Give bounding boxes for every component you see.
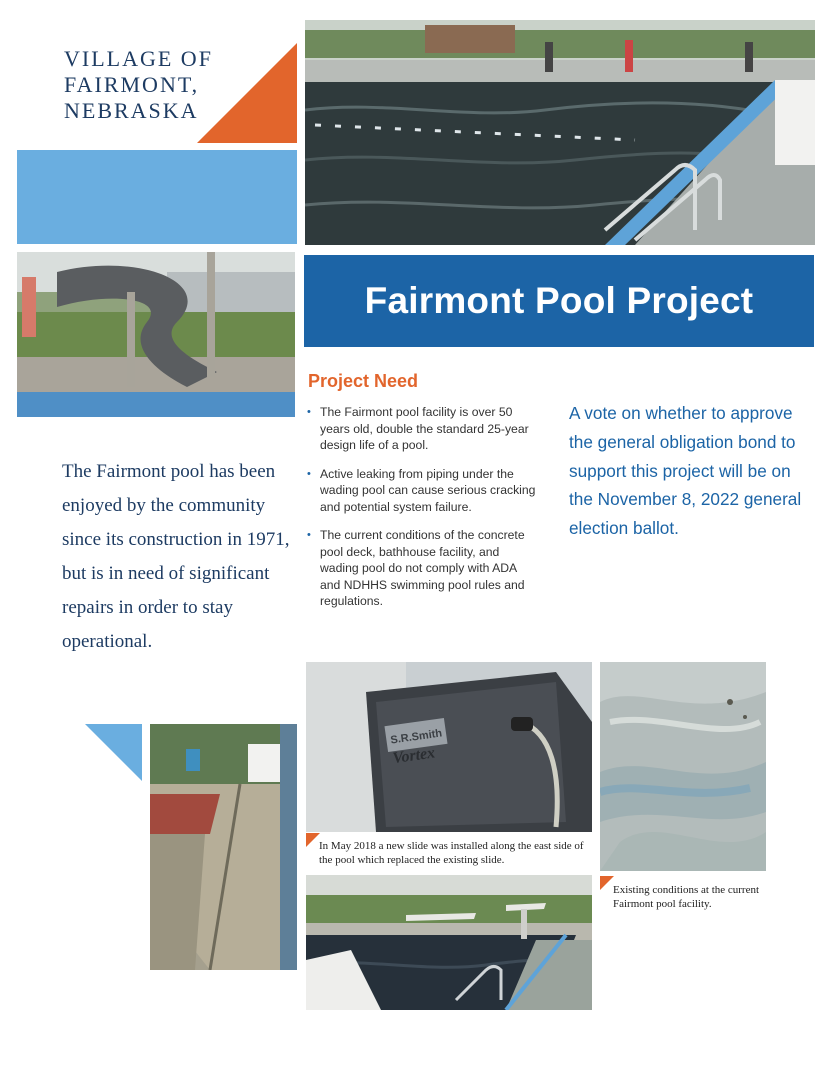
title-banner	[304, 255, 814, 347]
blue-triangle-decoration	[85, 724, 142, 781]
village-line-1: VILLAGE OF	[64, 46, 213, 71]
existing-caption: Existing conditions at the current Fairmont pool facility.	[613, 884, 760, 910]
caption-marker-icon	[306, 833, 320, 847]
history-statement: The Fairmont pool has been enjoyed by the community since its construction in 1971, but is in need of significant repairs in order to stay operational.	[62, 461, 290, 652]
slide-maker-label: S.R.Smith	[389, 727, 443, 747]
diving-board-photo	[306, 875, 592, 1010]
slide-photo	[17, 252, 295, 417]
list-item: • The Fairmont pool facility is over 50 years old, double the standard 25-year design life of a pool.	[304, 404, 536, 454]
pool-photo	[305, 20, 815, 245]
project-need-heading: Project Need	[308, 371, 419, 391]
deck-photo	[150, 724, 297, 970]
slide-caption: In May 2018 a new slide was installed along the east side of the pool which replaced the existing slide.	[319, 840, 584, 866]
caption-marker-icon	[600, 876, 614, 890]
list-item: • The current conditions of the concrete pool deck, bathhouse facility, and wading pool do not comply with ADA and NDHHS swimming pool rules and regulations.	[304, 527, 536, 610]
existing-conditions-photo	[600, 662, 766, 871]
blue-bar-decoration	[17, 150, 297, 244]
village-line-2: FAIRMONT,	[64, 72, 200, 97]
vote-statement: A vote on whether to approve the general obligation bond to support this project will be on the November 8, 2022 general election ballot.	[569, 403, 802, 539]
slide-model-label: Vortex	[391, 744, 437, 768]
page-title: Fairmont Pool Project	[364, 280, 754, 321]
village-line-3: NEBRASKA	[64, 98, 199, 123]
project-need-list	[304, 404, 536, 622]
list-item: • Active leaking from piping under the wading pool can cause serious cracking and potential system failure.	[304, 466, 536, 516]
orange-triangle-decoration	[197, 43, 297, 143]
slide-closeup-photo	[306, 662, 592, 832]
